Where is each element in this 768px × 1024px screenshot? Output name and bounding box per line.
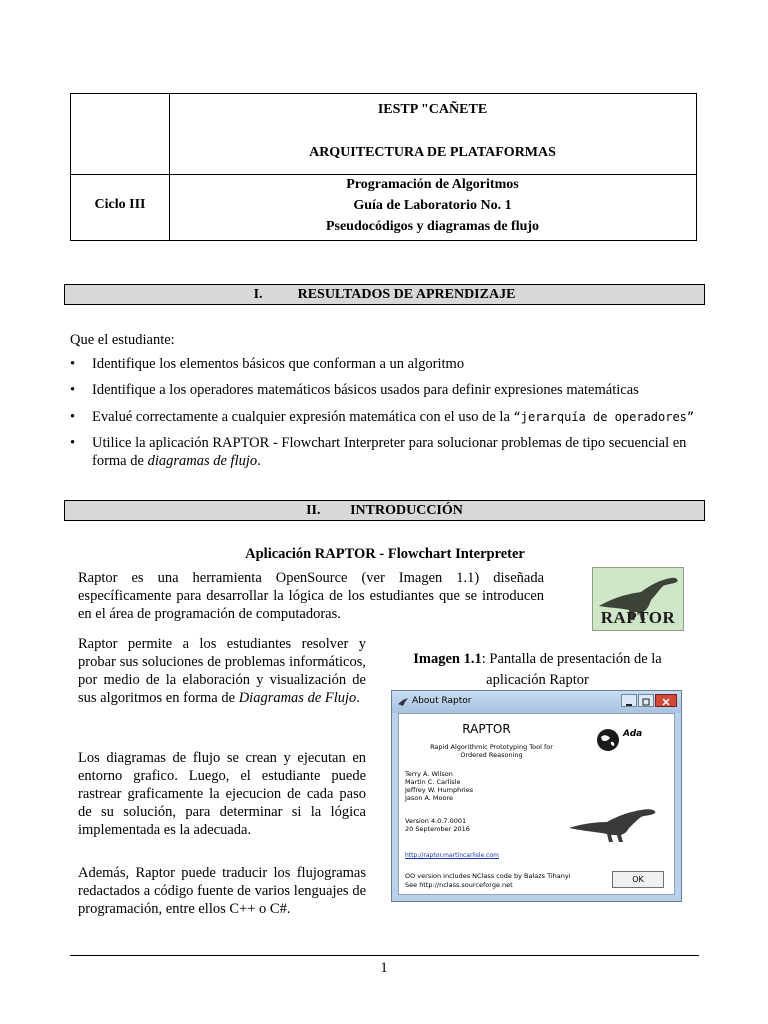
minimize-button[interactable] <box>621 694 637 707</box>
section-2-heading <box>64 500 705 521</box>
oo-note-text: OO version includes NClass code by Balazs Tihanyi <box>405 872 571 880</box>
raptor-subtitle: Aplicación RAPTOR - Flowchart Interpreter <box>245 546 525 562</box>
intro-paragraph: Raptor es una herramienta OpenSource (ver Imagen 1.1) diseñada específicamente para desarrollar la lógica de los estudiantes que se introducen en el área de programación de computadoras. <box>78 570 544 622</box>
guide-name: Guía de Laboratorio No. 1 <box>353 198 512 213</box>
ok-button[interactable]: OK <box>612 871 664 888</box>
globe-icon <box>595 727 621 753</box>
list-item-text: Identifique los elementos básicos que conforman a un algoritmo <box>92 356 465 372</box>
list-item <box>70 408 710 426</box>
image-caption-text: : Pantalla de presentación de la aplicación Raptor <box>481 651 662 688</box>
section-1-heading <box>64 284 705 305</box>
section-2-number: II. <box>306 503 321 518</box>
raptor-website-link[interactable]: http://raptor.martincarlisle.com <box>405 852 499 859</box>
raptor-app-icon <box>397 696 409 708</box>
ada-logo-text: Ada <box>623 729 643 739</box>
about-raptor-window <box>391 690 682 902</box>
nclass-link-text: See http://nclass.sourceforge.net <box>405 881 513 889</box>
operator-hierarchy-term: “jerarquía de operadores” <box>513 410 695 424</box>
section-1-intro: Que el estudiante: <box>70 332 175 348</box>
header-table <box>70 93 697 241</box>
app-subtitle: Rapid Algorithmic Prototyping Tool for Ordered Reasoning <box>430 743 553 759</box>
oo-version-note <box>405 872 571 890</box>
description-paragraph <box>78 635 366 707</box>
window-client-area <box>398 713 675 895</box>
author-list <box>405 770 473 802</box>
author-name: Jeffrey W. Humphries <box>405 786 474 794</box>
image-caption <box>400 649 675 691</box>
list-item-text-main: Utilice la aplicación RAPTOR - Flowchart Interpreter para solucionar problemas de tipo secuencial en forma de <box>92 435 687 469</box>
author-name: Martin C. Carlisle <box>405 778 461 786</box>
list-item-text: Identifique a los operadores matemáticos básicos usados para definir expresiones matemáticas <box>92 382 639 398</box>
maximize-icon <box>639 697 653 708</box>
image-caption-label: Imagen 1.1 <box>413 651 482 667</box>
version-info <box>405 817 470 833</box>
version-label: Version 4.0.7.0001 <box>405 817 467 825</box>
minimize-icon <box>622 697 636 708</box>
window-title: About Raptor <box>412 696 472 706</box>
list-item-text <box>92 408 710 426</box>
raptor-logo-text: RAPTOR <box>600 608 676 627</box>
bullet-icon: • <box>70 382 76 398</box>
cycle-label: Ciclo III <box>94 197 146 212</box>
author-name: Jason A. Moore <box>405 794 454 802</box>
close-icon <box>656 697 676 708</box>
list-item-text <box>92 434 704 470</box>
bullet-icon: • <box>70 356 76 372</box>
header-horizontal-divider <box>71 174 696 175</box>
version-date: 20 September 2016 <box>405 825 470 833</box>
translation-paragraph: Además, Raptor puede traducir los flujogramas redactados a código fuente de varios lenguajes de programación, entre ellos C++ o C#. <box>78 865 366 917</box>
institution-name: IESTP "CAÑETE <box>377 102 488 117</box>
description-paragraph-end: . <box>356 690 360 706</box>
footer-rule <box>70 955 699 956</box>
close-button[interactable] <box>655 694 677 707</box>
raptor-logo <box>592 567 684 631</box>
description-paragraph-text: Raptor permite a los estudiantes resolver y probar sus soluciones de problemas informáticos, por medio de la elaboración y visualización de sus algoritmos en forma de <box>78 636 366 706</box>
bullet-icon: • <box>70 435 76 451</box>
raptor-dinosaur-icon <box>567 804 667 844</box>
app-name: RAPTOR <box>462 722 511 736</box>
page-number: 1 <box>380 960 388 976</box>
author-name: Terry A. Wilson <box>405 770 453 778</box>
flowchart-diagrams-term: Diagramas de Flujo <box>238 690 357 706</box>
list-item-text-main: Evalué correctamente a cualquier expresión matemática con el uso de la <box>92 409 510 425</box>
execution-paragraph: Los diagramas de flujo se crean y ejecutan en entorno grafico. Luego, el estudiante puede rastrear graficamente la ejecucion de cada paso de su solución, para determinar si la lógica implementada es la adecuada. <box>78 750 366 838</box>
course-name: ARQUITECTURA DE PLATAFORMAS <box>309 145 556 160</box>
section-1-title: RESULTADOS DE APRENDIZAJE <box>297 287 516 302</box>
section-1-number: I. <box>253 287 263 302</box>
subject-name: Programación de Algoritmos <box>346 177 519 192</box>
flowchart-term: diagramas de flujo <box>147 453 258 469</box>
topic-name: Pseudocódigos y diagramas de flujo <box>325 219 540 234</box>
list-item <box>70 381 710 399</box>
section-2-title: INTRODUCCIÓN <box>350 503 463 518</box>
list-item-text-end: . <box>257 453 261 469</box>
maximize-button[interactable] <box>638 694 654 707</box>
window-title-bar <box>392 691 681 713</box>
list-item <box>70 434 710 470</box>
list-item <box>70 355 710 373</box>
bullet-icon: • <box>70 409 76 425</box>
